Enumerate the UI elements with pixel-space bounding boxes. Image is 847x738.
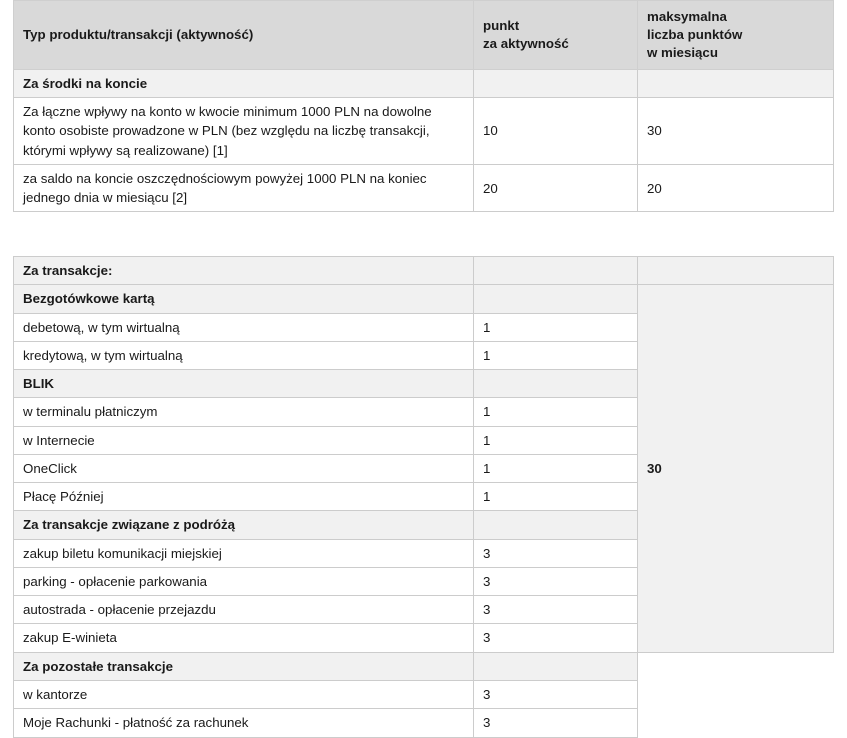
table-row — [14, 164, 834, 212]
benefits-transactions-table — [13, 256, 834, 738]
column-header-max-points — [638, 1, 834, 70]
row-description: parking - opłacenie parkowania — [14, 567, 474, 595]
row-points: 3 — [474, 567, 638, 595]
section-blank-points — [474, 69, 638, 97]
column-header-max-line3: w miesiącu — [647, 44, 718, 60]
row-description: za saldo na koncie oszczędnościowym powyżej 1000 PLN na koniec jednego dnia w miesiącu [2] — [14, 164, 474, 212]
row-points: 3 — [474, 680, 638, 708]
section-blank-max — [638, 69, 834, 97]
header-row — [14, 1, 834, 70]
group-header-row — [14, 652, 834, 680]
section-blank-max — [638, 257, 834, 285]
row-points: 1 — [474, 341, 638, 369]
row-points: 1 — [474, 454, 638, 482]
section-label-balance: Za środki na koncie — [14, 69, 474, 97]
group-label: BLIK — [14, 370, 474, 398]
row-description: OneClick — [14, 454, 474, 482]
row-description: zakup biletu komunikacji miejskiej — [14, 539, 474, 567]
group-header-row — [14, 285, 834, 313]
row-points: 3 — [474, 539, 638, 567]
row-points: 1 — [474, 398, 638, 426]
row-points: 1 — [474, 313, 638, 341]
group-blank-points — [474, 511, 638, 539]
table-row — [14, 680, 834, 708]
table-row — [14, 98, 834, 165]
column-header-points — [474, 1, 638, 70]
section-row-transactions — [14, 257, 834, 285]
row-points: 1 — [474, 483, 638, 511]
row-points: 3 — [474, 596, 638, 624]
row-description: Moje Rachunki - płatność za rachunek — [14, 709, 474, 737]
row-description: w terminalu płatniczym — [14, 398, 474, 426]
row-points: 10 — [474, 98, 638, 165]
group-blank-points — [474, 652, 638, 680]
row-description: w kantorze — [14, 680, 474, 708]
row-description: autostrada - opłacenie przejazdu — [14, 596, 474, 624]
row-max-points: 20 — [638, 164, 834, 212]
row-max-points: 30 — [638, 98, 834, 165]
table-body — [14, 257, 834, 738]
row-description: kredytową, w tym wirtualną — [14, 341, 474, 369]
benefits-balance-table — [13, 0, 834, 212]
row-description: zakup E-winieta — [14, 624, 474, 652]
row-points: 1 — [474, 426, 638, 454]
row-points: 3 — [474, 709, 638, 737]
column-header-max-line1: maksymalna — [647, 9, 727, 24]
merged-max-points-cell: 30 — [638, 285, 834, 652]
column-header-description: Typ produktu/transakcji (aktywność) — [14, 1, 474, 70]
section-row-balance — [14, 69, 834, 97]
row-description: Płacę Później — [14, 483, 474, 511]
group-label: Za pozostałe transakcje — [14, 652, 474, 680]
row-description: debetową, w tym wirtualną — [14, 313, 474, 341]
table-header — [14, 1, 834, 70]
section-blank-points — [474, 257, 638, 285]
group-blank-points — [474, 285, 638, 313]
column-header-points-line1: punkt — [483, 17, 520, 33]
table-row — [14, 709, 834, 737]
row-description: Za łączne wpływy na konto w kwocie minimum 1000 PLN na dowolne konto osobiste prowadzone w PLN (bez względu na liczbę transakcji, którymi wpływy są realizowane) [1] — [14, 98, 474, 165]
group-label: Za transakcje związane z podróżą — [14, 511, 474, 539]
group-label: Bezgotówkowe kartą — [14, 285, 474, 313]
row-description: w Internecie — [14, 426, 474, 454]
table-body — [14, 69, 834, 212]
table-benefits-transactions-wrapper — [13, 256, 833, 738]
column-header-points-line2: za aktywność — [483, 35, 569, 51]
group-blank-points — [474, 370, 638, 398]
column-header-max-line2: liczba punktów — [647, 26, 743, 42]
row-points: 20 — [474, 164, 638, 212]
row-points: 3 — [474, 624, 638, 652]
table-benefits-balance-wrapper — [13, 0, 833, 212]
section-label-transactions: Za transakcje: — [14, 257, 474, 285]
